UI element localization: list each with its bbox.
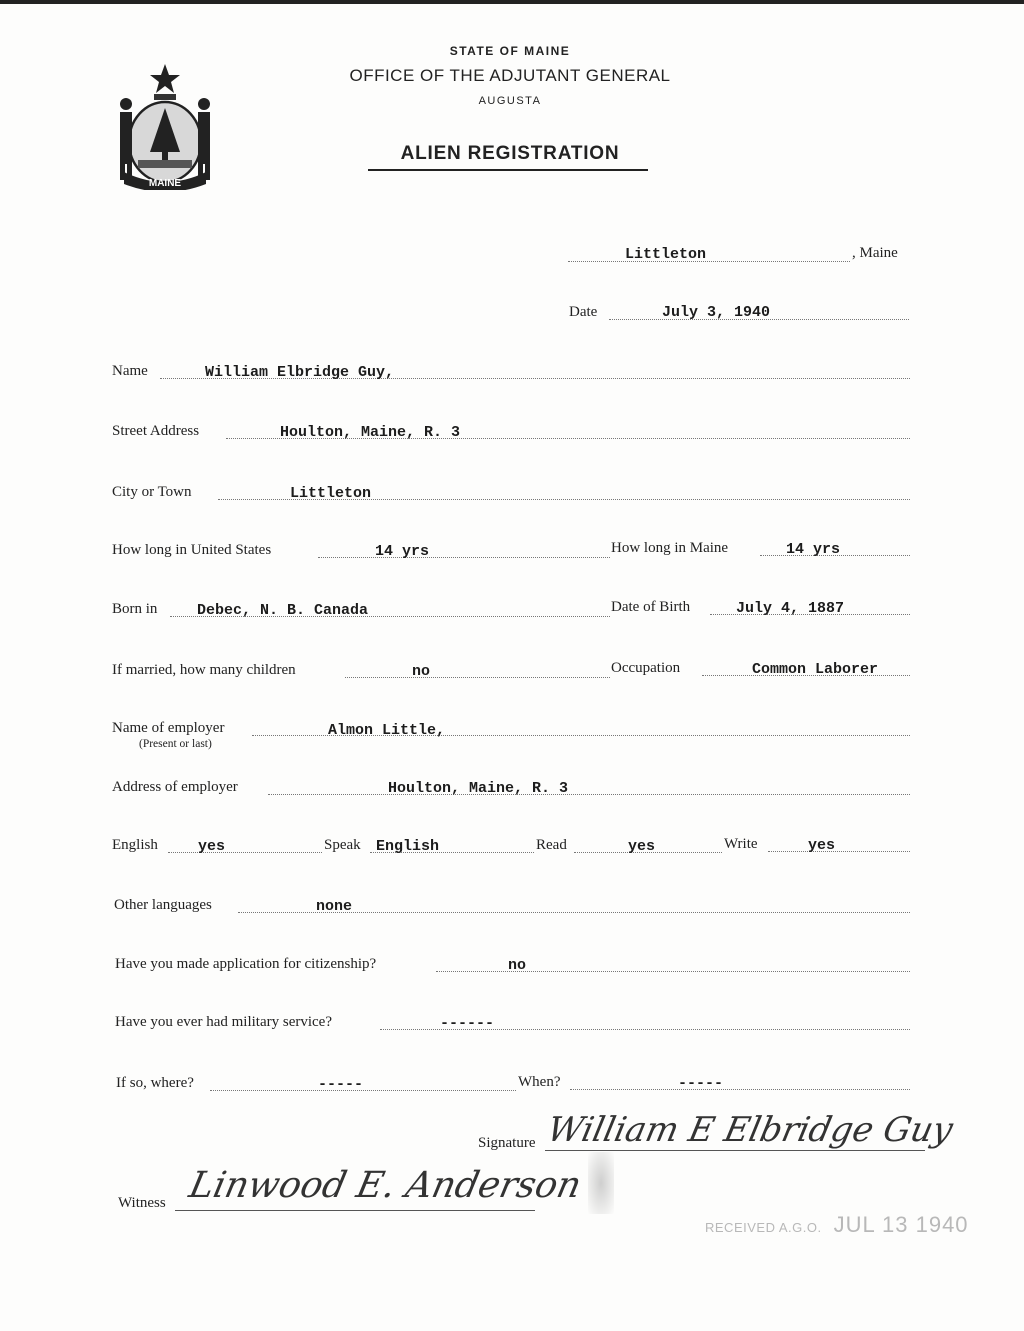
occupation-label: Occupation bbox=[611, 660, 681, 676]
signature-line bbox=[545, 1150, 925, 1151]
write-line bbox=[768, 851, 910, 852]
svg-text:MAINE: MAINE bbox=[148, 178, 182, 189]
occupation-value: Common Laborer bbox=[752, 661, 879, 678]
office-heading: OFFICE OF THE ADJUTANT GENERAL bbox=[349, 66, 671, 85]
dob-label: Date of Birth bbox=[611, 599, 691, 615]
born-label: Born in bbox=[112, 601, 158, 617]
military-label: Have you ever had military service? bbox=[115, 1014, 332, 1030]
employer-value: Almon Little, bbox=[328, 722, 446, 739]
military-value: ------ bbox=[440, 1015, 495, 1032]
english-label: English bbox=[112, 837, 158, 853]
name-label: Name bbox=[112, 363, 148, 379]
witness-line bbox=[175, 1210, 535, 1211]
english-value: yes bbox=[198, 838, 226, 855]
read-value: yes bbox=[628, 838, 656, 855]
place-line bbox=[568, 261, 850, 262]
speak-value: English bbox=[376, 838, 440, 855]
signature-label: Signature bbox=[478, 1135, 536, 1151]
ink-smudge bbox=[588, 1152, 614, 1214]
place-value: Littleton bbox=[625, 246, 707, 263]
when-line bbox=[570, 1089, 910, 1090]
witness-label: Witness bbox=[118, 1195, 166, 1211]
city-value: Littleton bbox=[290, 485, 372, 502]
city-label: City or Town bbox=[112, 484, 192, 500]
stamp-received-text: RECEIVED A.G.O. bbox=[705, 1220, 822, 1235]
employer-address-line bbox=[268, 794, 910, 795]
us-years-line bbox=[318, 557, 610, 558]
other-languages-value: none bbox=[316, 898, 353, 915]
children-value: no bbox=[412, 663, 431, 680]
place-suffix: , Maine bbox=[852, 245, 898, 261]
children-line bbox=[345, 677, 610, 678]
maine-years-value: 14 yrs bbox=[786, 541, 841, 558]
citizenship-label: Have you made application for citizenship? bbox=[115, 956, 377, 972]
other-languages-label: Other languages bbox=[114, 897, 212, 913]
date-label: Date bbox=[569, 304, 598, 320]
employer-label: Name of employer bbox=[112, 720, 225, 736]
top-border bbox=[0, 0, 1024, 4]
date-value: July 3, 1940 bbox=[662, 304, 771, 321]
speak-label: Speak bbox=[324, 837, 361, 853]
read-label: Read bbox=[536, 837, 567, 853]
employer-address-label: Address of employer bbox=[112, 779, 238, 795]
where-label: If so, where? bbox=[116, 1075, 194, 1091]
where-value: ----- bbox=[318, 1076, 364, 1093]
title-underline bbox=[368, 169, 648, 171]
street-label: Street Address bbox=[112, 423, 200, 439]
city-heading: AUGUSTA bbox=[478, 95, 542, 107]
applicant-signature: William E Elbridge Guy bbox=[543, 1110, 957, 1150]
state-heading: STATE OF MAINE bbox=[449, 44, 571, 58]
write-value: yes bbox=[808, 837, 836, 854]
street-value: Houlton, Maine, R. 3 bbox=[280, 424, 461, 441]
witness-signature: Linwood E. Anderson bbox=[185, 1165, 585, 1206]
citizenship-value: no bbox=[508, 957, 527, 974]
born-value: Debec, N. B. Canada bbox=[197, 602, 369, 619]
employer-sublabel: (Present or last) bbox=[139, 738, 212, 750]
us-years-value: 14 yrs bbox=[375, 543, 430, 560]
employer-address-value: Houlton, Maine, R. 3 bbox=[388, 780, 569, 797]
maine-seal-icon bbox=[110, 60, 220, 190]
write-label: Write bbox=[724, 836, 758, 852]
english-line bbox=[168, 852, 322, 853]
maine-years-label: How long in Maine bbox=[611, 540, 729, 556]
name-value: William Elbridge Guy, bbox=[205, 364, 395, 381]
when-label: When? bbox=[518, 1074, 561, 1090]
children-label: If married, how many children bbox=[112, 662, 296, 678]
form-title: ALIEN REGISTRATION bbox=[400, 143, 620, 164]
received-stamp bbox=[705, 1212, 969, 1238]
when-value: ----- bbox=[678, 1075, 724, 1092]
us-years-label: How long in United States bbox=[112, 542, 272, 558]
dob-value: July 4, 1887 bbox=[736, 600, 845, 617]
stamp-date-text: JUL 13 1940 bbox=[833, 1212, 969, 1237]
